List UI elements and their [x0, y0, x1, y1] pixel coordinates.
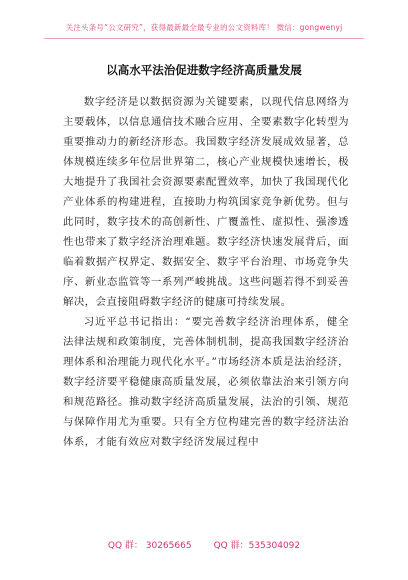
footer-qq-group-1: QQ 群： 30265665 [107, 541, 192, 551]
footer-qq-group-2: QQ 群：535304092 [213, 541, 301, 551]
document-title: 以高水平法治促进数字经济高质量发展 [106, 63, 302, 77]
footer-contact [0, 538, 408, 551]
header-divider [44, 38, 364, 39]
header-notice: 关注头条号“公文研究”，获得最新最全最专业的公文资料库！ 微信：gongwenyj [65, 23, 343, 32]
body-paragraph: 数字经济是以数据资源为关键要素，以现代信息网络为主要载体，以信息通信技术融合应用、全要素数字化转型为重要推动力的新经济形态。我国数字经济发展成效显著，总体规模连续多年位居世界第二，核心产业规模快速增长，极大地提升了我国社会资源要素配置效率，加快了我国现代化产业体系的构建进程，直接助力构筑国家竞争新优势。但与此同时，数字技术的高创新性、广覆盖性、虚拟性、强渗透性也带来了数字经济治理难题。数字经济快速发展背后，面临着数据产权界定、数据安全、数字平台治理、市场竞争失序、新业态监管等一系列严峻挑战。这些问题若得不到妥善解决，会直接阻碍数字经济的健康可持续发展。 [63, 96, 349, 308]
body-paragraph: 习近平总书记指出：“要完善数字经济治理体系，健全法律法规和政策制度，完善体制机制，提高我国数字经济治理体系和治理能力现代化水平。”市场经济本质是法治经济，数字经济要平稳健康高质量发展，必须依靠法治来引领方向和规范路径。推动数字经济高质量发展，法治的引领、规范与保障作用尤为重要。只有全方位构建完善的数字经济法治体系，才能有效应对数字经济发展过程中 [63, 316, 349, 448]
document-body [63, 92, 349, 452]
